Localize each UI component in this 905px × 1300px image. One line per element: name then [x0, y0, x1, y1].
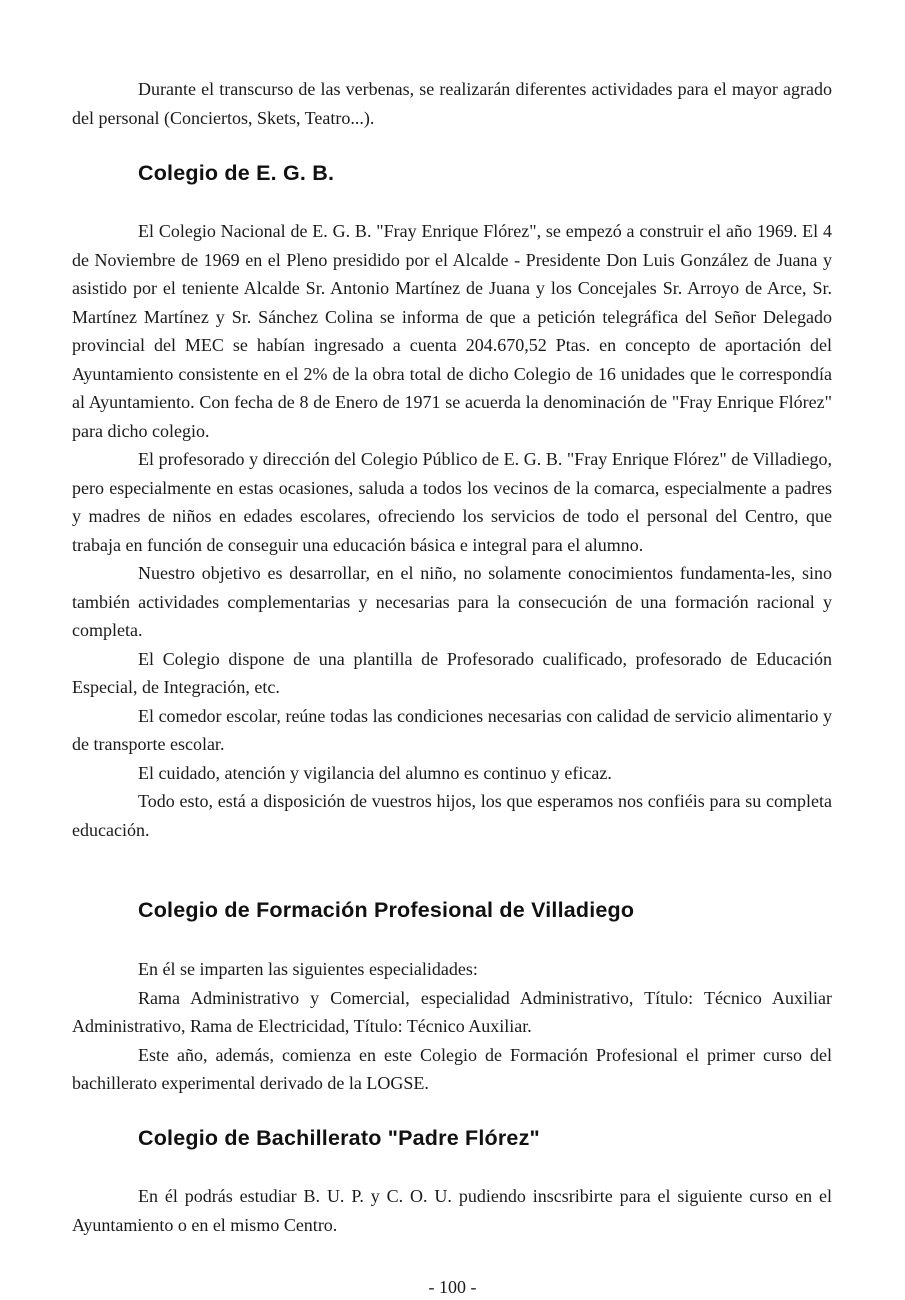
egb-section	[72, 217, 832, 844]
intro-section	[72, 75, 832, 132]
fp-section	[72, 955, 832, 1098]
egb-paragraph-canteen: El comedor escolar, reúne todas las condiciones necesarias con calidad de servicio alimentario y de transporte escolar.	[72, 705, 832, 754]
fp-heading: Colegio de Formación Profesional de Villadiego	[138, 898, 635, 922]
bach-section	[72, 1182, 832, 1239]
egb-paragraph-care: El cuidado, atención y vigilancia del alumno es continuo y eficaz.	[138, 762, 612, 783]
fp-paragraph-logse: Este año, además, comienza en este Colegio de Formación Profesional el primer curso del bachillerato experimental derivado de la LOGSE.	[72, 1044, 832, 1093]
page-number: - 100 -	[428, 1277, 477, 1297]
egb-paragraph-staff: El profesorado y dirección del Colegio Público de E. G. B. "Fray Enrique Flórez" de Villadiego, pero especialmente en estas ocasiones, saluda a todos los vecinos de la comarca, especialmente a padres y madres de niños en edades escolares, ofreciendo los servicios de todo el personal del Centro, que trabaja en función de conseguir una educación básica e integral para el alumno.	[72, 449, 832, 555]
fp-paragraph-intro: En él se imparten las siguientes especialidades:	[138, 959, 478, 979]
fp-paragraph-branches: Rama Administrativo y Comercial, especialidad Administrativo, Título: Técnico Auxiliar Administrativo, Rama de Electricidad, Título: Técnico Auxiliar.	[72, 987, 832, 1036]
egb-paragraph-objective: Nuestro objetivo es desarrollar, en el niño, no solamente conocimientos fundamenta-les, sino también actividades complementarias y necesarias para la consecución de una formación racional y completa.	[72, 563, 832, 640]
bach-paragraph: En él podrás estudiar B. U. P. y C. O. U. pudiendo inscsribirte para el siguiente curso en el Ayuntamiento o en el mismo Centro.	[72, 1186, 832, 1235]
egb-paragraph-closing: Todo esto, está a disposición de vuestros hijos, los que esperamos nos confiéis para su completa educación.	[72, 791, 832, 840]
egb-heading: Colegio de E. G. B.	[138, 161, 335, 185]
egb-paragraph-teachers: El Colegio dispone de una plantilla de Profesorado cualificado, profesorado de Educación Especial, de Integración, etc.	[72, 648, 832, 697]
egb-paragraph-history: El Colegio Nacional de E. G. B. "Fray Enrique Flórez", se empezó a construir el año 1969. El 4 de Noviembre de 1969 en el Pleno presidido por el Alcalde - Presidente Don Luis González de Juana y asistido por el teniente Alcalde Sr. Antonio Martínez de Juana y los Concejales Sr. Arroyo de Arce, Sr. Martínez Martínez y Sr. Sánchez Colina se informa de que a petición telegráfica del Señor Delegado provincial del MEC se habían ingresado a cuenta 204.670,52 Ptas. en concepto de aportación del Ayuntamiento consistente en el 2% de la obra total de dicho Colegio de 16 unidades que le correspondía al Ayuntamiento. Con fecha de 8 de Enero de 1971 se acuerda la denominación de "Fray Enrique Flórez" para dicho colegio.	[72, 221, 832, 441]
intro-paragraph: Durante el transcurso de las verbenas, se realizarán diferentes actividades para el mayor agrado del personal (Conciertos, Skets, Teatro...).	[72, 79, 832, 128]
bach-heading: Colegio de Bachillerato "Padre Flórez"	[138, 1126, 540, 1150]
